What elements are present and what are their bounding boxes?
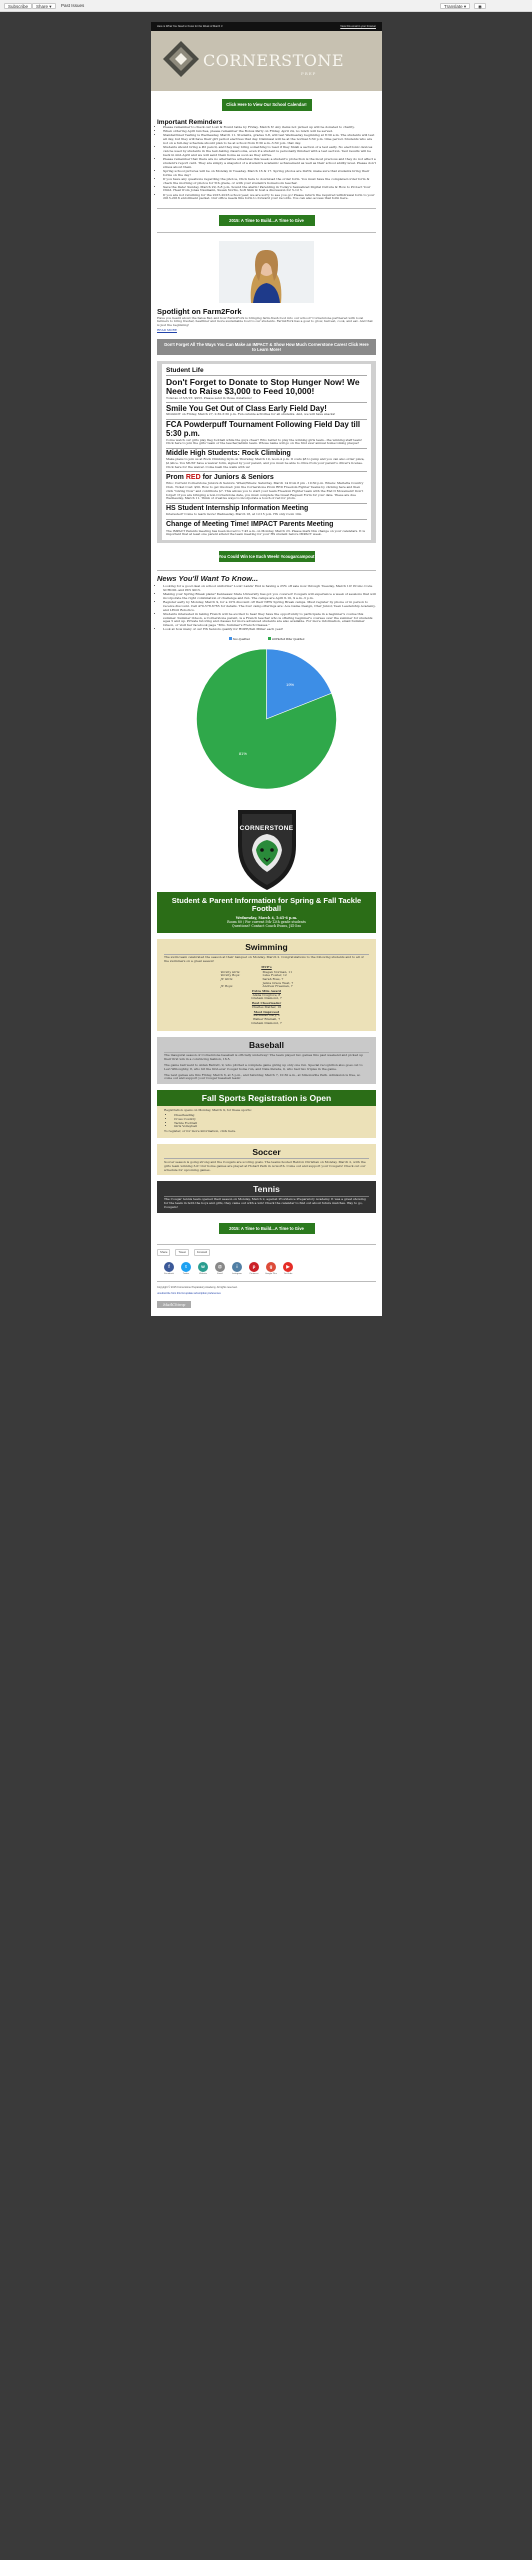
pie-label: 19%	[286, 681, 295, 687]
registration-sports	[164, 1114, 369, 1129]
rock-climbing-heading: Middle High Students: Rock Climbing	[166, 450, 291, 458]
powderpuff-text: Come watch our girls play flag football while the guys cheer! Who better to play the winning girls team...the winning staff team! Click here to join the girls' team or the teacher/admin team. Whose name will go on the first ever annual homecoming plaque?	[166, 437, 363, 446]
social-label: YouTube	[283, 1272, 293, 1275]
powderpuff-heading: FCA Powderpuff Tournament Following Field Day till 5:30 p.m.	[166, 420, 361, 438]
mvp-category: JV Girls:	[220, 976, 234, 981]
mvp-heading-wrap	[164, 966, 369, 970]
rock-climbing-text: Make plans to join us at Rock Climbing Gym on Thursday, March 19, noon-4 p.m. It costs $8 to jump and you can also order pizza, $1/slice. You MUST have a waiver form, signed by your parent, and you must be able to drive from your parent's driver's license. Click here for the waiver. Come bash the walls with us!	[166, 457, 365, 470]
registration-sport: • Tackle Football	[174, 1122, 369, 1126]
reminder-item: • If you have any questions regarding the photos, Click here to download the order form. You must have the completed order form & check the morning of photos for 5th grade, or with your student's homeroom teacher.	[163, 178, 376, 186]
hunger-text: Total as of 3/3/15: $953. Please send in those donations!	[166, 395, 252, 400]
award-heading: Most Improved	[253, 1009, 280, 1014]
tennis-text: The Cougar tennis team opened their season on Monday, March 2, against Providence Preparatory Academy. It was a great showing for the team in both the boys and girls, they came out with a win! Check the calendar to find out about future matches. Way to go, Cougars!	[164, 1197, 366, 1209]
divider	[166, 519, 367, 520]
mvp-name: Megan Norman, 11	[262, 969, 293, 974]
social-website-link[interactable]	[197, 1262, 209, 1275]
baseball-text-2: The game ball went to Aidan Barrett, 9, who pitched a complete game giving up only one run. Special recognition also goes out to Levi Willoughby, 8, who hit the first-ever Cougar home run, and Nate Pereda, 9, who had two triples in the game.	[164, 1062, 363, 1071]
share-bar	[151, 1249, 382, 1256]
divider	[166, 448, 367, 449]
divider	[166, 503, 367, 504]
rss-icon[interactable]: ◉	[474, 3, 486, 9]
football-info-date: Wednesday, March 4, 5:45-6 p.m.	[235, 915, 298, 920]
reminders-list	[157, 126, 376, 201]
student-life-section	[157, 361, 376, 543]
registration-title: Fall Sports Registration is Open	[157, 1090, 376, 1106]
news-item: • Looking for a good deal on school uniforms? Look! Lands' End is having a 25% off sale now through Tuesday, March 10! Promo Code SCHOOL and PIN 9015.	[163, 585, 376, 593]
prom-heading: Prom RED for Juniors & Seniors	[166, 473, 274, 481]
spotlight-read-more-link[interactable]: READ MORE	[157, 328, 177, 333]
student-life-panel	[162, 364, 371, 540]
google-plus-icon: g	[266, 1262, 276, 1272]
instagram-icon: i	[232, 1262, 242, 1272]
cougar-shield-icon	[234, 806, 300, 892]
registration-sport: • Cheerleading	[174, 1114, 369, 1118]
announcement-bar	[151, 22, 382, 31]
twitter-icon: t	[181, 1262, 191, 1272]
brand-sub: PREP	[301, 71, 317, 76]
mvp-name: Andrew Freeman, 7	[262, 984, 293, 989]
time-to-give-button-2[interactable]: 2015: A Time to Build...A Time to Give	[219, 1223, 315, 1234]
footer-links[interactable]: unsubscribe from this list update subscription preferences	[157, 1292, 221, 1296]
impact-meeting-item	[166, 521, 367, 537]
social-pinterest-link[interactable]	[248, 1262, 260, 1275]
footer-copyright: Copyright © 2015 Cornerstone Preparatory Academy, All rights reserved.	[157, 1285, 238, 1289]
field-day-item	[166, 405, 367, 418]
reminder-item: • Please remember to check our Lost & Found table by Friday, March 6! Any items not picked up will be donated to charity.	[163, 126, 376, 130]
subscribe-button[interactable]: Subscribe	[4, 3, 32, 9]
tweet-button[interactable]: Tweet	[175, 1249, 188, 1256]
impact-banner	[157, 339, 376, 355]
reminder-item: • Spring school pictures will be on Monday & Tuesday, March 16 & 17. Spring photos are DAYS; make sure that students bring their forms on the day!	[163, 170, 376, 178]
news-item: • Look at how many of our HS Seniors qualify for HOPE/Zell Miller each year!	[163, 628, 376, 632]
social-instagram-link[interactable]	[231, 1262, 243, 1275]
prom-text: Who: Current Cornerstone Juniors & Seniors. When/Where: Saturday, March 14 from 8 pm - 10:30 p.m. Where: Marietta Country Club. Ticket Cost: $50. How to get involved: Join the Cornerstone Prom RED Freedom Fighter Teams by clicking here and then click "Giving Now" and contribute $7. This allows you to start your team Freedom Fighter team with the End It Movement! Don't forget! If you are bringing a non-Cornerstone date, you must complete the Guest Request Form for your date. These are due Wednesday, March 11. Think of creative ways to incorporate a touch of red for prom.	[166, 481, 364, 501]
social-label: Instagram	[232, 1272, 242, 1275]
reminder-item: • When ordering April lunches, please remember the Bonus Party on Friday, April 24, no lunch will be served.	[163, 130, 376, 134]
spotlight-title: Spotlight on Farm2Fork	[157, 306, 242, 316]
news-item: • Register early by Monday, March 9, for a 10% discount off their NEW Spring Break camps. Must register by phone or in person to receive discount. Call 470-578-6765 for details. The four camp offerings are: Ace Game Design, Chef Junior, Teen Leadership Academy, and LEGO Robotics.	[163, 601, 376, 612]
social-links	[151, 1262, 382, 1275]
social-label: Google Plus	[265, 1272, 277, 1275]
pinterest-icon: p	[249, 1262, 259, 1272]
reminder-item: • Standardized Testing is Wednesday, March 11. Students, grades 3-8, will test Wednesday beginning at 8:30 a.m. The students will test all day, but they will have their gift period electives that day. Dismissal will be at the normal 3:30 p.m. time period. Students who are not on a full-day schedule should plan to be at school from 8:30 a.m.-3:30 p.m. that day.	[163, 134, 376, 145]
football-info-banner	[157, 892, 376, 934]
soccer-title: Soccer	[252, 1146, 281, 1157]
football-info-title: Student & Parent Information for Spring & Fall Tackle Football	[171, 895, 362, 914]
reminder-item: • Students should bring a #2 pencil, and they may bring something to read if they finish a section of a test early. No electronic devices can be used by students in the test-taking classrooms, even if a student is personally finished with a test section. Test results will be back in mid-April and we will send them home as soon as they arrive.	[163, 146, 376, 157]
award-block	[164, 1002, 369, 1009]
facebook-icon: f	[164, 1262, 174, 1272]
legend-qualified: HOPE/Zell Miller Qualified	[268, 637, 304, 641]
social-twitter-link[interactable]	[180, 1262, 192, 1275]
archive-toolbar	[0, 0, 532, 12]
website-icon: w	[198, 1262, 208, 1272]
internship-item	[166, 505, 367, 517]
baseball-title: Baseball	[249, 1040, 284, 1051]
soccer-section	[157, 1144, 376, 1175]
view-in-browser-link[interactable]: View this email in your browser	[340, 25, 376, 28]
tennis-title: Tennis	[253, 1184, 280, 1195]
divider	[166, 471, 367, 472]
divider	[166, 402, 367, 403]
hunger-heading: Don't Forget to Donate to Stop Hunger Now! We Need to Raise $3,000 to Feed 10,000!	[166, 376, 360, 397]
registration-sport: • Cross Country	[174, 1118, 369, 1122]
prom-item	[166, 474, 367, 501]
reminder-item: • Save the Date! Sunday, March 29, 6-8 p.m. Sound the alarm! Parenting in Today's Sexualized Digital Culture & How to Protect Your Child. Hear from Jonas Naumann, Susan Nortis, Soft Skin & host a discussion for 5-12 5.	[163, 186, 376, 194]
mvp-heading: MVP's	[261, 964, 272, 969]
award-block	[164, 1011, 369, 1026]
past-issues-link[interactable]: Past Issues	[61, 3, 85, 8]
registration-section	[157, 1090, 376, 1138]
mvp-name: Luke Fowler, 12	[262, 973, 287, 978]
news-item: • Making your Spring Break plans? Kennesaw State University has got you covered! Cougars will experience a week of sessions that will incorporate the right combination of challenge and fun. The camps are April 6-10, 9 a.m.-3 p.m.	[163, 593, 376, 601]
youtube-icon: ▶	[283, 1262, 293, 1272]
tennis-section	[157, 1181, 376, 1212]
cornerstone-logo-icon	[161, 39, 201, 79]
swimming-section	[157, 939, 376, 1031]
award-block	[164, 990, 369, 1001]
mailchimp-badge[interactable]: MailChimp	[157, 1301, 191, 1308]
footer	[151, 1286, 382, 1316]
baseball-section	[157, 1037, 376, 1084]
field-day-text: SIGGGOT on Friday, March 27, 2:30-3:30 p.m. Fun outside activities for all students. And, we will have snacks!	[166, 412, 336, 417]
football-info-room: Room 80 / For current 5th-12th grade students	[227, 919, 306, 924]
mvp-name: Jenna Grace West, 7	[262, 980, 294, 985]
award-name: Charles Mather, 10	[251, 1004, 282, 1009]
social-label: Website	[199, 1272, 207, 1275]
news-title: News You'll Want To Know...	[157, 574, 259, 584]
masthead	[151, 31, 382, 91]
social-youtube-link[interactable]	[282, 1262, 294, 1275]
social-email-link[interactable]	[214, 1262, 226, 1275]
spotlight-photo	[219, 241, 314, 303]
internship-heading: HS Student Internship Information Meeting	[166, 505, 309, 513]
social-google-plus-link[interactable]	[265, 1262, 277, 1275]
registration-intro: Registration opens on Monday, March 9, for these sports:	[164, 1108, 252, 1113]
social-label: Email	[217, 1272, 223, 1275]
reminder-item: • Please remember that there are no alternative schedules this week; a student's protection is the most precious and they do not affect a student's report card. They are simply a snapshot of a student's academic achievement as well as their school ability level. Please don't stress about them.	[163, 158, 376, 169]
mvp-category: Varsity Girls:	[220, 969, 241, 974]
registration-outro[interactable]: To register, or for more information, click here.	[164, 1129, 237, 1134]
powderpuff-item	[166, 421, 367, 446]
calendar-button[interactable]: Click Here to View Our School Calendar!	[222, 99, 312, 111]
social-label: Pinterest	[249, 1272, 259, 1275]
award-heading: Extra Mile Award	[252, 989, 281, 994]
announcement-text: Here is What You Need to Know for the Week of March 3	[157, 25, 223, 28]
award-heading: Best Cheerleader	[251, 1001, 282, 1006]
award-name: Walker Bramall, 7	[252, 1016, 281, 1021]
football-info-contact[interactable]: Questions? Contact Coach Evans, Jill Ozo	[231, 924, 302, 929]
registration-body	[157, 1106, 376, 1138]
time-to-give-button[interactable]: 2015: A Time to Build...A Time to Give	[219, 215, 315, 226]
award-name: Alana Cosgrove, 8	[252, 992, 281, 997]
field-day-heading: Smile You Get Out of Class Early Field Day!	[166, 403, 327, 413]
impact-meeting-text: The IMPACT Parents meeting has been moved to 7:45 a.m. on Monday, March 23. Please mark this change on your calendars. It is important that at least one parent attend the team meeting for your HS student before IMPACT week.	[166, 528, 365, 537]
cougar-emblem	[151, 806, 382, 900]
swimming-title: Swimming	[245, 942, 288, 953]
award-list	[164, 990, 369, 1025]
emblem-text: CORNERSTONE	[239, 824, 294, 832]
student-life-title: Student Life	[166, 366, 204, 374]
pie-label: 81%	[238, 750, 247, 756]
social-label: Facebook	[164, 1272, 174, 1275]
impact-link[interactable]: Don't Forget All The Ways You Can Make an IMPACT & Show How Much Cornerstone Cares! Click Here to Learn More!	[164, 341, 369, 352]
email-icon: @	[215, 1262, 225, 1272]
internship-text: Interested? Come to learn more! Wednesday, March 18, at 12:15 p.m. HS only room 104.	[166, 512, 302, 517]
news-section	[151, 574, 382, 632]
mvp-category: Varsity Boys:	[220, 973, 241, 978]
baseball-text-3: The next games are this Friday, March 6, at 5 p.m., and Saturday, March 7, 10:30 a.m., at Simonsville Park. Admission is free, so come out and support your Cougar baseball team!	[164, 1072, 361, 1081]
share-button[interactable]: Share	[157, 1249, 170, 1256]
registration-sport: • Girls Volleyball	[174, 1125, 369, 1129]
baseball-text-1: The inaugural season of Cornerstone baseball is officially underway! The team played two games this past weekend and picked up their first win in a convincing fashion, 16-5.	[164, 1053, 364, 1062]
rock-climbing-item	[166, 450, 367, 470]
mvp-list	[221, 971, 313, 990]
newsletter	[151, 22, 382, 1316]
social-facebook-link[interactable]	[163, 1262, 175, 1275]
legend-non-qualified: Non-Qualified	[229, 637, 250, 641]
share-dropdown[interactable]: Share ▾	[32, 3, 56, 9]
impact-meeting-heading: Change of Meeting Time! IMPACT Parents Meeting	[166, 521, 334, 529]
forward-button[interactable]: Forward	[194, 1249, 210, 1256]
hunger-item	[166, 378, 367, 401]
spotlight-section	[151, 307, 382, 333]
news-item: • Students interested in taking French will be excited to hear they have the opportunity to participate in a beginner's course this summer. Summer Odeon, a Cornerstone parent, is a French teacher who is offering beginner's courses over the summer for students ages 5 and up. Private tutoring and classes for more advanced students are also available. For more information, email Summer Odeon, or visit her facebook page "Mrs. Summer's French Classes."	[163, 613, 376, 628]
soccer-text: Soccer season is going strong and the Cougars are scoring goals. The teams hosted Hebron Christian on Monday, March 2, with the girls team winning 3-0! Our home games are played at Hobart Park in Acworth. Come out and support your Cougars! Check out our schedule for upcoming games.	[164, 1159, 366, 1172]
campout-button[interactable]: You Could Win Ice Each Week! #cougarcampout	[219, 551, 315, 562]
reminders-section	[151, 119, 382, 201]
award-name: Graham Diamond, 7	[251, 996, 282, 1001]
swimming-text: The swim team celebrated the season at their banquet on Monday, March 2. Congratulations to the following students and to all of the swimmers on a great season!	[164, 955, 364, 964]
reminder-item: • If you are not returning for the 2015-2016 school year, we are sorry to see you go! Please return the required withdrawal form to your 2015-2016 enrollment packet. Our office needs this form to forward your records. You can also access that form here.	[163, 194, 376, 202]
reminders-title: Important Reminders	[157, 119, 223, 126]
mvp-category: JV Boys:	[220, 984, 234, 989]
mvp-name: Sarah Ross, 7	[262, 976, 284, 981]
spotlight-text: Have you heard about the Salsa Bar, and how Farm2Fork is bringing farm-fresh food into our school? Cornerstone partnered with local farmers to bring fresher, healthier and more sustainable food to our students. Farm2Fork has a goal to grow, harvest, cook, and eat. And that is just the beginning!	[157, 315, 373, 328]
award-name: Graham Diamond, 7	[251, 1020, 282, 1025]
brand-wordmark: CORNERSTONE	[203, 51, 345, 70]
hope-pie-chart	[151, 641, 382, 797]
translate-dropdown[interactable]: Translate ▾	[440, 3, 470, 9]
award-name: Savannah Bary, 8	[253, 1013, 280, 1018]
news-list	[157, 585, 376, 632]
social-label: Twitter	[182, 1272, 190, 1275]
